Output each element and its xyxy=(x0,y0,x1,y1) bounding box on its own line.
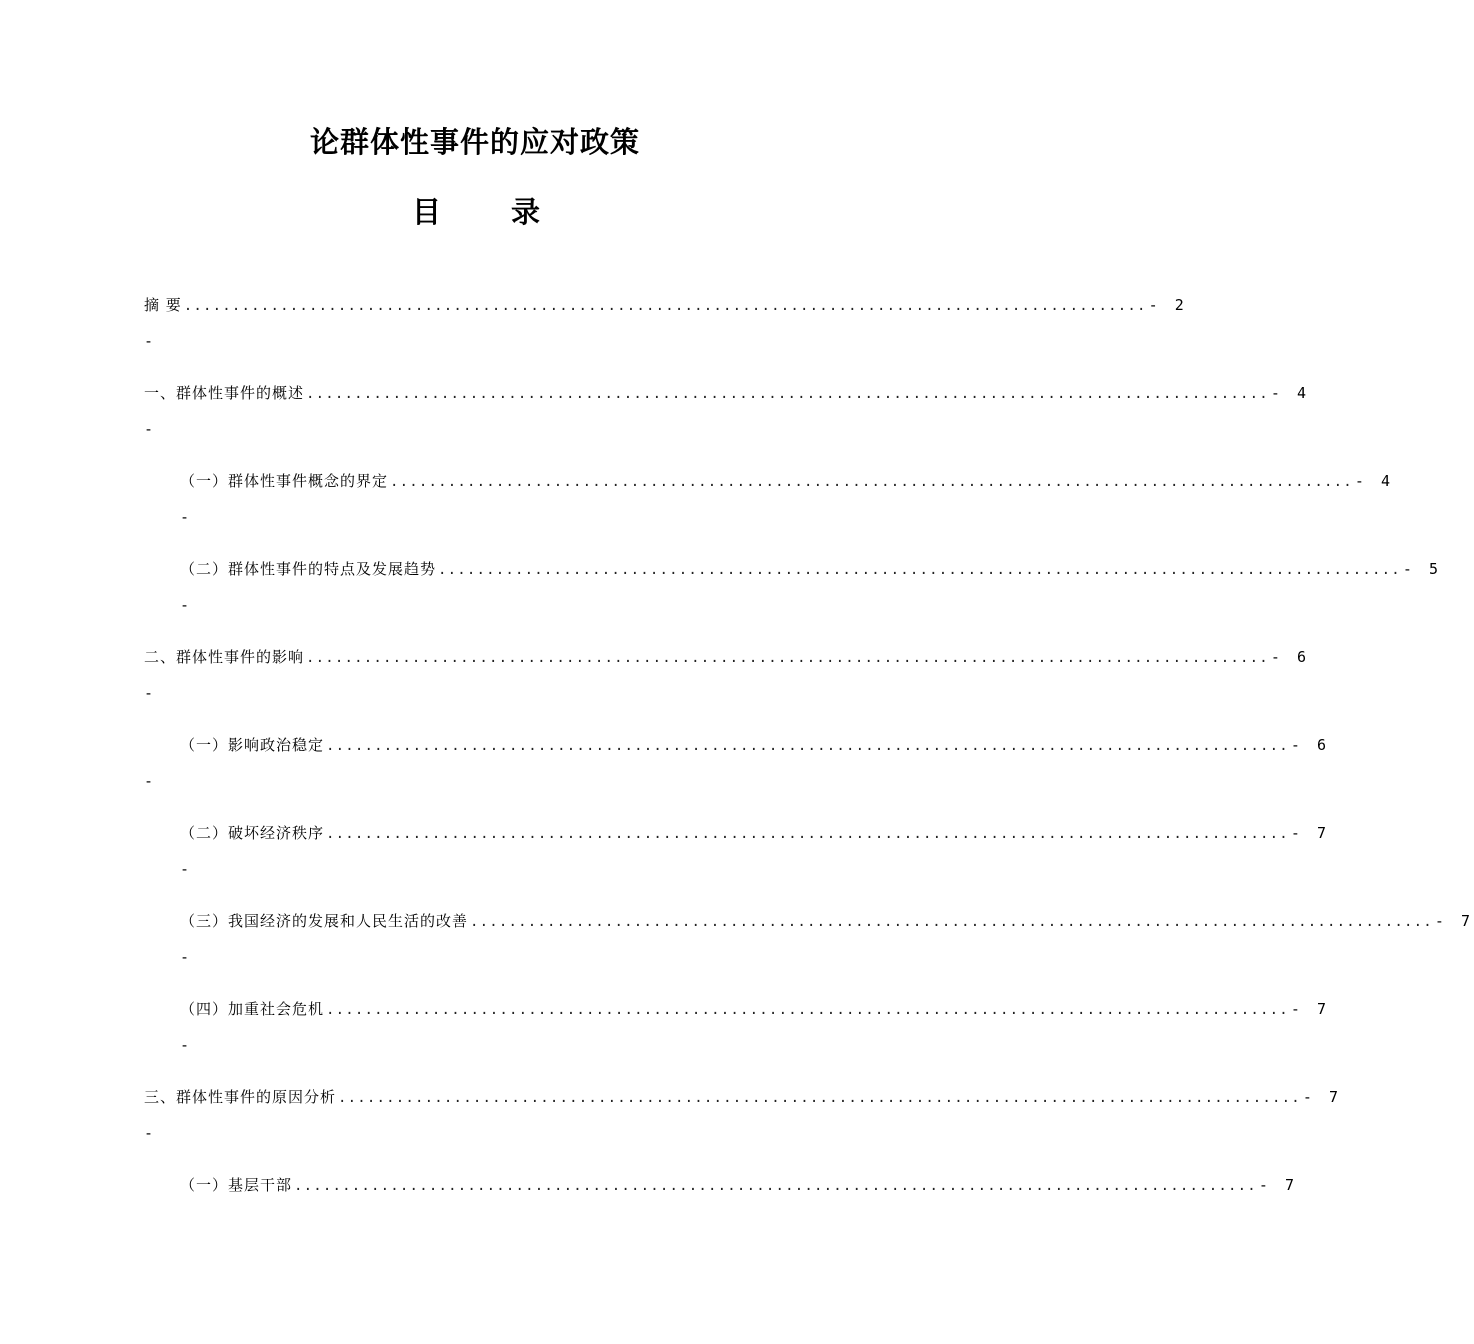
toc-entry-section-1-1[interactable] xyxy=(144,470,1394,530)
toc-heading-char-1: 目 xyxy=(412,195,442,229)
toc-entry-section-2[interactable] xyxy=(144,646,1310,706)
toc-entry-page: - 7 xyxy=(1290,1000,1330,1018)
toc-entry-page-tail: - xyxy=(180,1036,190,1054)
toc-leader-dots: .................................................................................................... xyxy=(438,562,1401,578)
toc-entry-page: - 5 xyxy=(1402,560,1442,578)
toc-leader-dots: .................................................................................................... xyxy=(390,474,1353,490)
toc-entry-text: 三、群体性事件的原因分析 xyxy=(144,1088,337,1106)
toc-entry-page: - 2 xyxy=(1148,296,1188,314)
toc-entry-page-tail: - xyxy=(144,772,154,790)
toc-leader-dots: .................................................................................................... xyxy=(306,386,1269,402)
toc-entry-page: - 6 xyxy=(1270,648,1310,666)
toc-entry-section-3-1[interactable] xyxy=(144,1174,1298,1234)
toc-entry-section-1[interactable] xyxy=(144,382,1310,442)
toc-entry-page-tail: - xyxy=(180,948,190,966)
toc-leader-dots: .................................................................................................... xyxy=(326,1002,1289,1018)
toc-entry-page-tail: - xyxy=(180,596,190,614)
toc-entry-section-3[interactable] xyxy=(144,1086,1342,1146)
toc-entry-section-2-4[interactable] xyxy=(144,998,1330,1058)
toc-entry-text: （一）群体性事件概念的界定 xyxy=(180,472,389,490)
toc-entry-page-tail: - xyxy=(144,332,154,350)
toc-entry-section-2-1[interactable] xyxy=(144,734,1330,794)
toc-entry-text: 摘 要 xyxy=(144,296,182,314)
toc-leader-dots: .................................................................................................... xyxy=(470,914,1433,930)
toc-entry-section-2-2[interactable] xyxy=(144,822,1330,882)
toc-leader-dots: .................................................................................................... xyxy=(338,1090,1301,1106)
toc-entry-page: - 4 xyxy=(1270,384,1310,402)
toc-entry-page: - 7 xyxy=(1258,1176,1298,1194)
toc-entry-text: （四）加重社会危机 xyxy=(180,1000,325,1018)
toc-entry-text: 一、群体性事件的概述 xyxy=(144,384,305,402)
toc-entry-page: - 6 xyxy=(1290,736,1330,754)
toc-entry-text: （三）我国经济的发展和人民生活的改善 xyxy=(180,912,469,930)
toc-leader-dots: .................................................................................................... xyxy=(183,298,1147,314)
toc-entry-abstract[interactable] xyxy=(144,294,1188,354)
toc-entry-text: （二）群体性事件的特点及发展趋势 xyxy=(180,560,437,578)
toc-entry-page: - 7 xyxy=(1290,824,1330,842)
toc-entry-page: - 7 xyxy=(1302,1088,1342,1106)
toc-entry-page-tail: - xyxy=(180,860,190,878)
toc-entry-text: （二）破坏经济秩序 xyxy=(180,824,325,842)
toc-entry-page: - 7 xyxy=(1434,912,1474,930)
toc-entry-section-2-3[interactable] xyxy=(144,910,1474,970)
toc-leader-dots: .................................................................................................... xyxy=(326,738,1289,754)
toc-entry-page: - 4 xyxy=(1354,472,1394,490)
toc-entry-page-tail: - xyxy=(144,684,154,702)
toc-leader-dots: .................................................................................................... xyxy=(306,650,1269,666)
toc-entry-page-tail: - xyxy=(144,1124,154,1142)
toc-entry-section-1-2[interactable] xyxy=(144,558,1442,618)
toc-leader-dots: .................................................................................................... xyxy=(294,1178,1257,1194)
toc-entry-page-tail: - xyxy=(180,508,190,526)
toc-entry-text: （一）基层干部 xyxy=(180,1176,293,1194)
toc-entry-text: （一）影响政治稳定 xyxy=(180,736,325,754)
toc-heading-char-2: 录 xyxy=(511,195,541,229)
toc-leader-dots: .................................................................................................... xyxy=(326,826,1289,842)
toc-entry-page-tail: - xyxy=(144,420,154,438)
document-title: 论群体性事件的应对政策 xyxy=(309,125,640,159)
toc-entry-text: 二、群体性事件的影响 xyxy=(144,648,305,666)
